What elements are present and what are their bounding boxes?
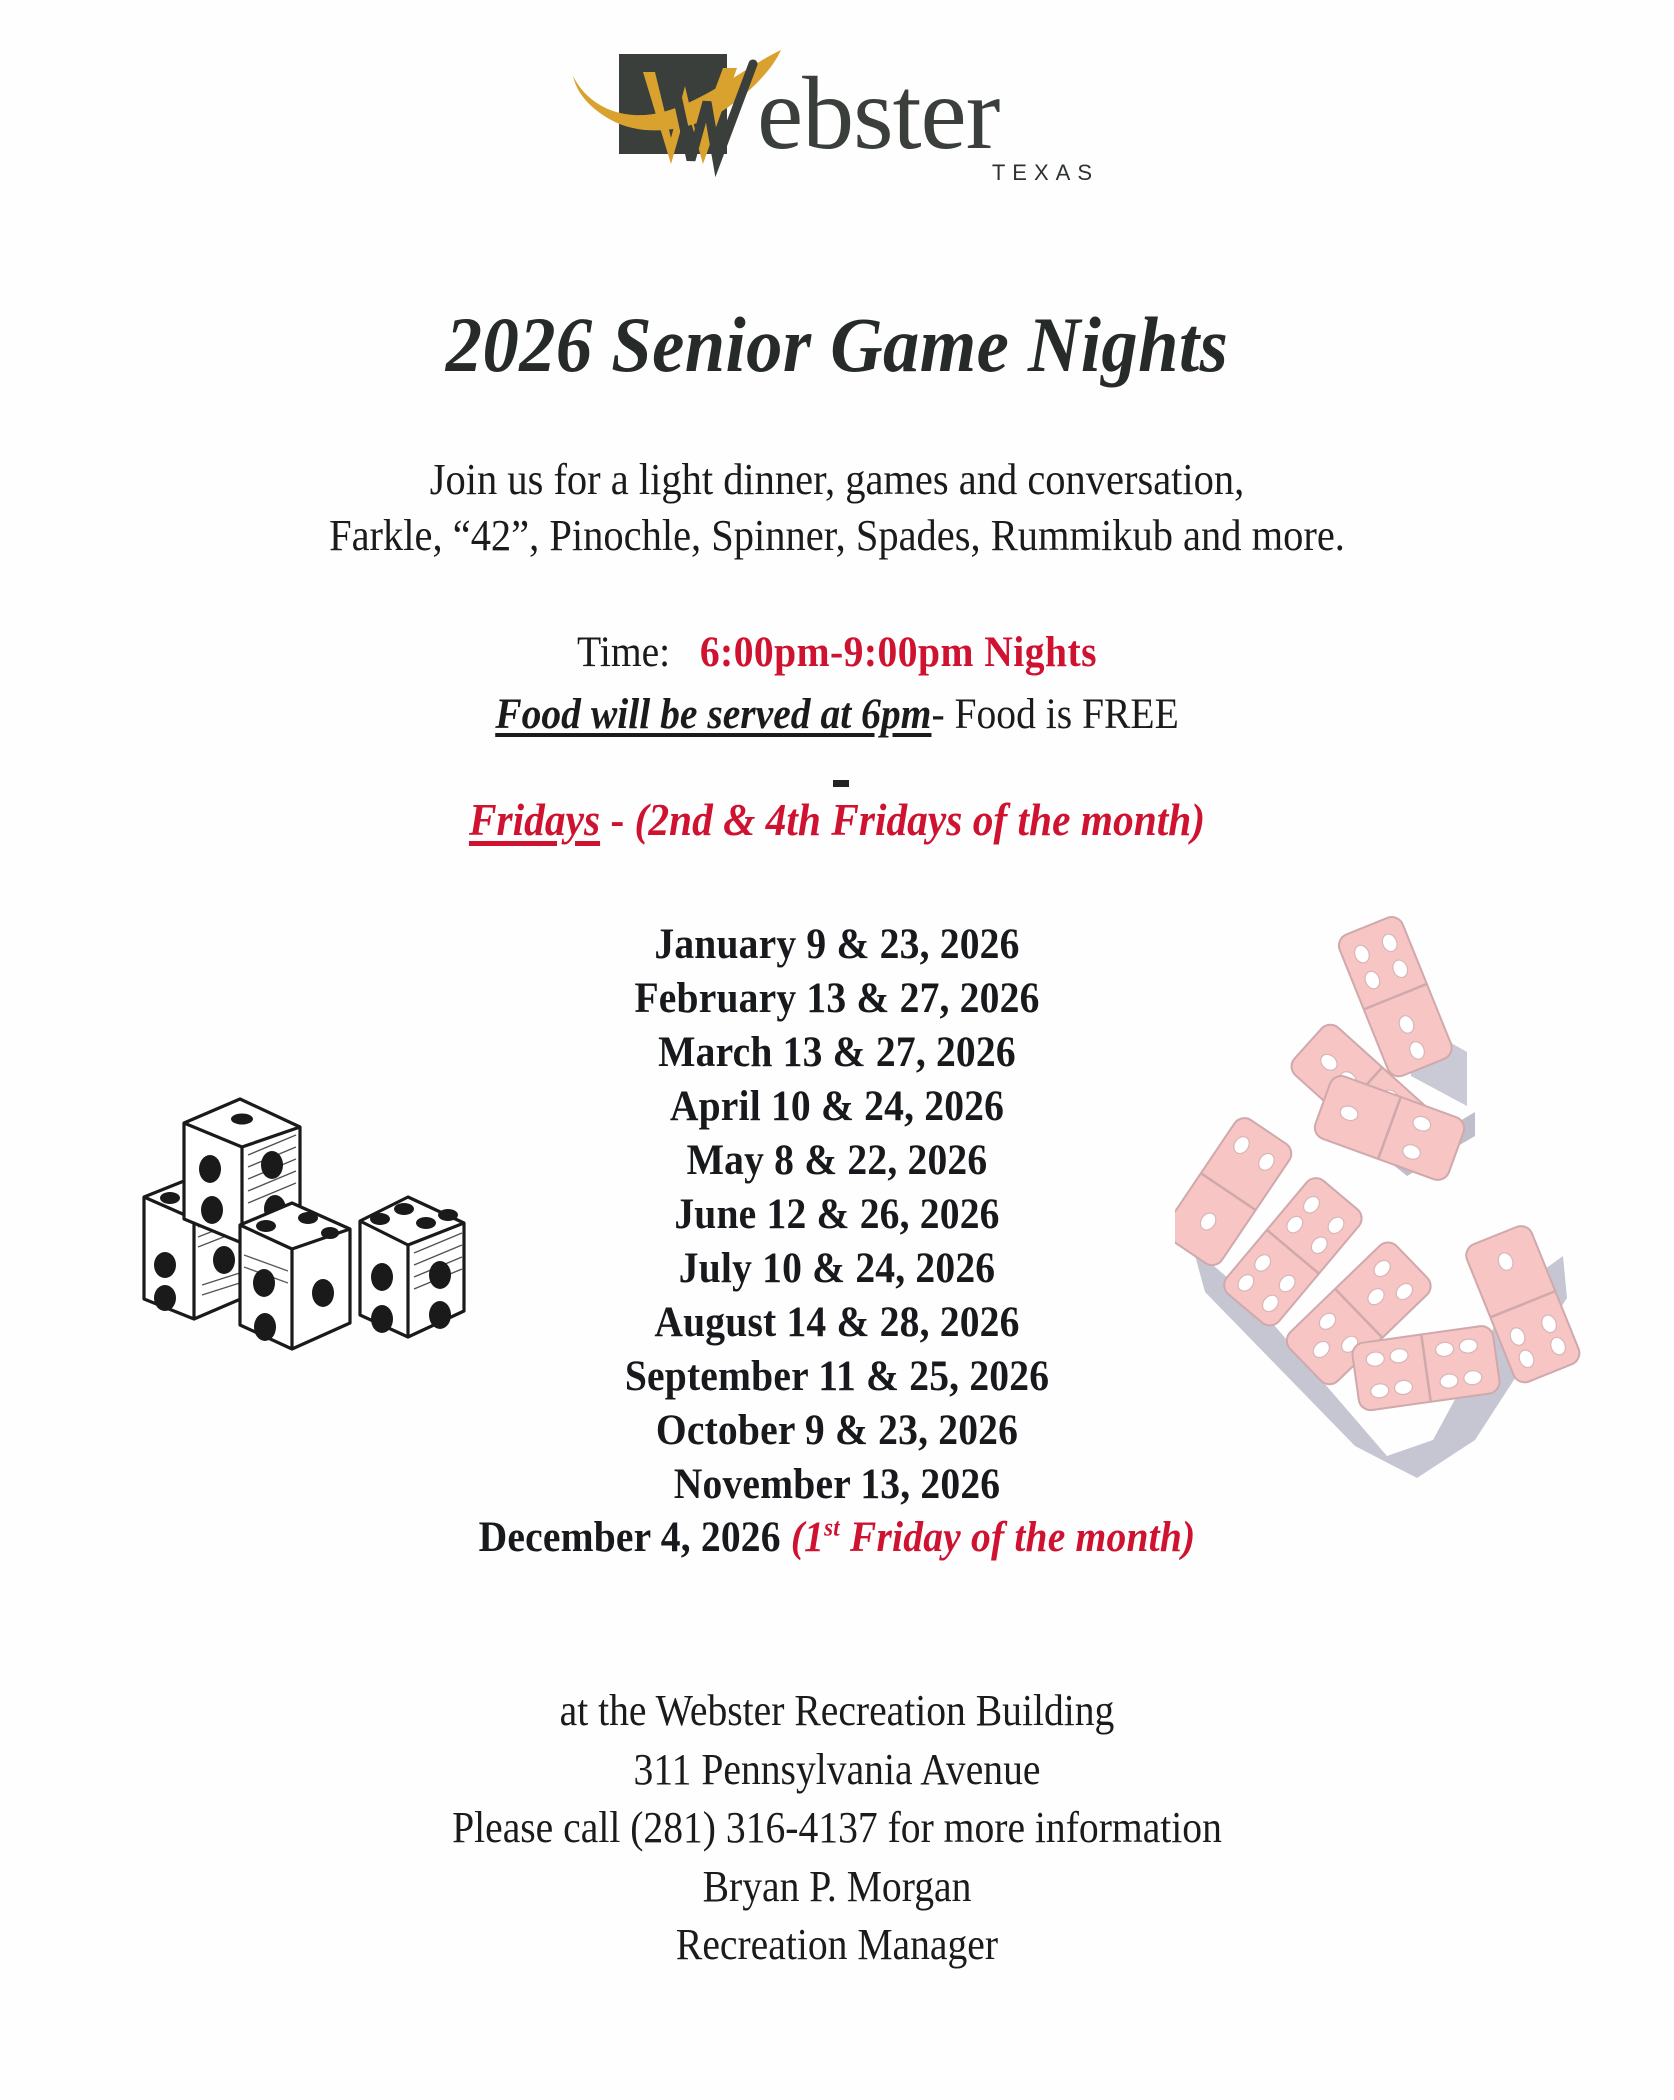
food-emphasis: Food will be served at 6pm	[495, 691, 932, 738]
fridays-dash: -	[600, 795, 635, 845]
date-text: July 10 & 24, 2026	[678, 1244, 996, 1292]
webster-logo	[0, 38, 1674, 188]
date-text: October 9 & 23, 2026	[655, 1406, 1019, 1454]
page-title: 2026 Senior Game Nights	[445, 301, 1229, 388]
dice-icon	[132, 1085, 522, 1395]
footer-address: 311 Pennsylvania Avenue	[633, 1744, 1041, 1794]
fridays-note: (2nd & 4th Fridays of the month)	[634, 795, 1206, 845]
date-text: June 12 & 26, 2026	[674, 1190, 1000, 1238]
footer-phone: Please call (281) 316-4137 for more information	[452, 1803, 1222, 1853]
date-text: April 10 & 24, 2026	[669, 1082, 1005, 1130]
date-text: January 9 & 23, 2026	[654, 921, 1020, 968]
december-note-ordinal: st	[824, 1515, 840, 1543]
intro-line-1: Join us for a light dinner, games and conversation,	[429, 455, 1245, 504]
date-text: August 14 & 28, 2026	[654, 1298, 1020, 1346]
dice-illustration	[132, 1085, 522, 1395]
food-rest: - Food is FREE	[931, 691, 1179, 738]
date-text: March 13 & 27, 2026	[658, 1028, 1016, 1076]
intro-line-2: Farkle, “42”, Pinochle, Spinner, Spades, Rummikub and more.	[329, 511, 1345, 561]
date-text: December 4, 2026	[478, 1514, 791, 1562]
fridays-line	[67, 794, 1607, 846]
date-text: September 11 & 25, 2026	[624, 1352, 1050, 1400]
fridays-word: Fridays	[468, 795, 601, 845]
time-label: Time:	[577, 629, 671, 676]
domino-cluster-top	[1287, 913, 1475, 1183]
footer-contact-title: Recreation Manager	[675, 1920, 999, 1970]
dominoes-icon	[1175, 900, 1625, 1490]
time-value: 6:00pm-9:00pm Nights	[699, 629, 1097, 676]
date-row-december	[67, 1511, 1607, 1565]
footer-contact-name: Bryan P. Morgan	[702, 1861, 972, 1911]
logo-subtitle: TEXAS	[991, 160, 1099, 185]
footer-block	[0, 1682, 1674, 1975]
food-line	[67, 690, 1607, 739]
svg-text:ebster: ebster	[757, 56, 1000, 171]
december-note-open: (1	[790, 1514, 825, 1562]
december-note-close: Friday of the month)	[839, 1514, 1196, 1562]
die-bottom-middle	[240, 1203, 350, 1349]
footer-venue: at the Webster Recreation Building	[559, 1686, 1115, 1735]
date-text: May 8 & 22, 2026	[686, 1136, 988, 1184]
die-bottom-right	[360, 1197, 464, 1337]
stray-dash-mark	[833, 780, 849, 787]
intro-text	[67, 452, 1607, 565]
time-line	[67, 628, 1607, 677]
date-text: February 13 & 27, 2026	[634, 974, 1040, 1022]
date-text: November 13, 2026	[673, 1460, 1001, 1508]
domino-cluster-bottom	[1175, 1113, 1583, 1478]
dominoes-illustration	[1175, 900, 1625, 1490]
december-note	[791, 1514, 1196, 1561]
